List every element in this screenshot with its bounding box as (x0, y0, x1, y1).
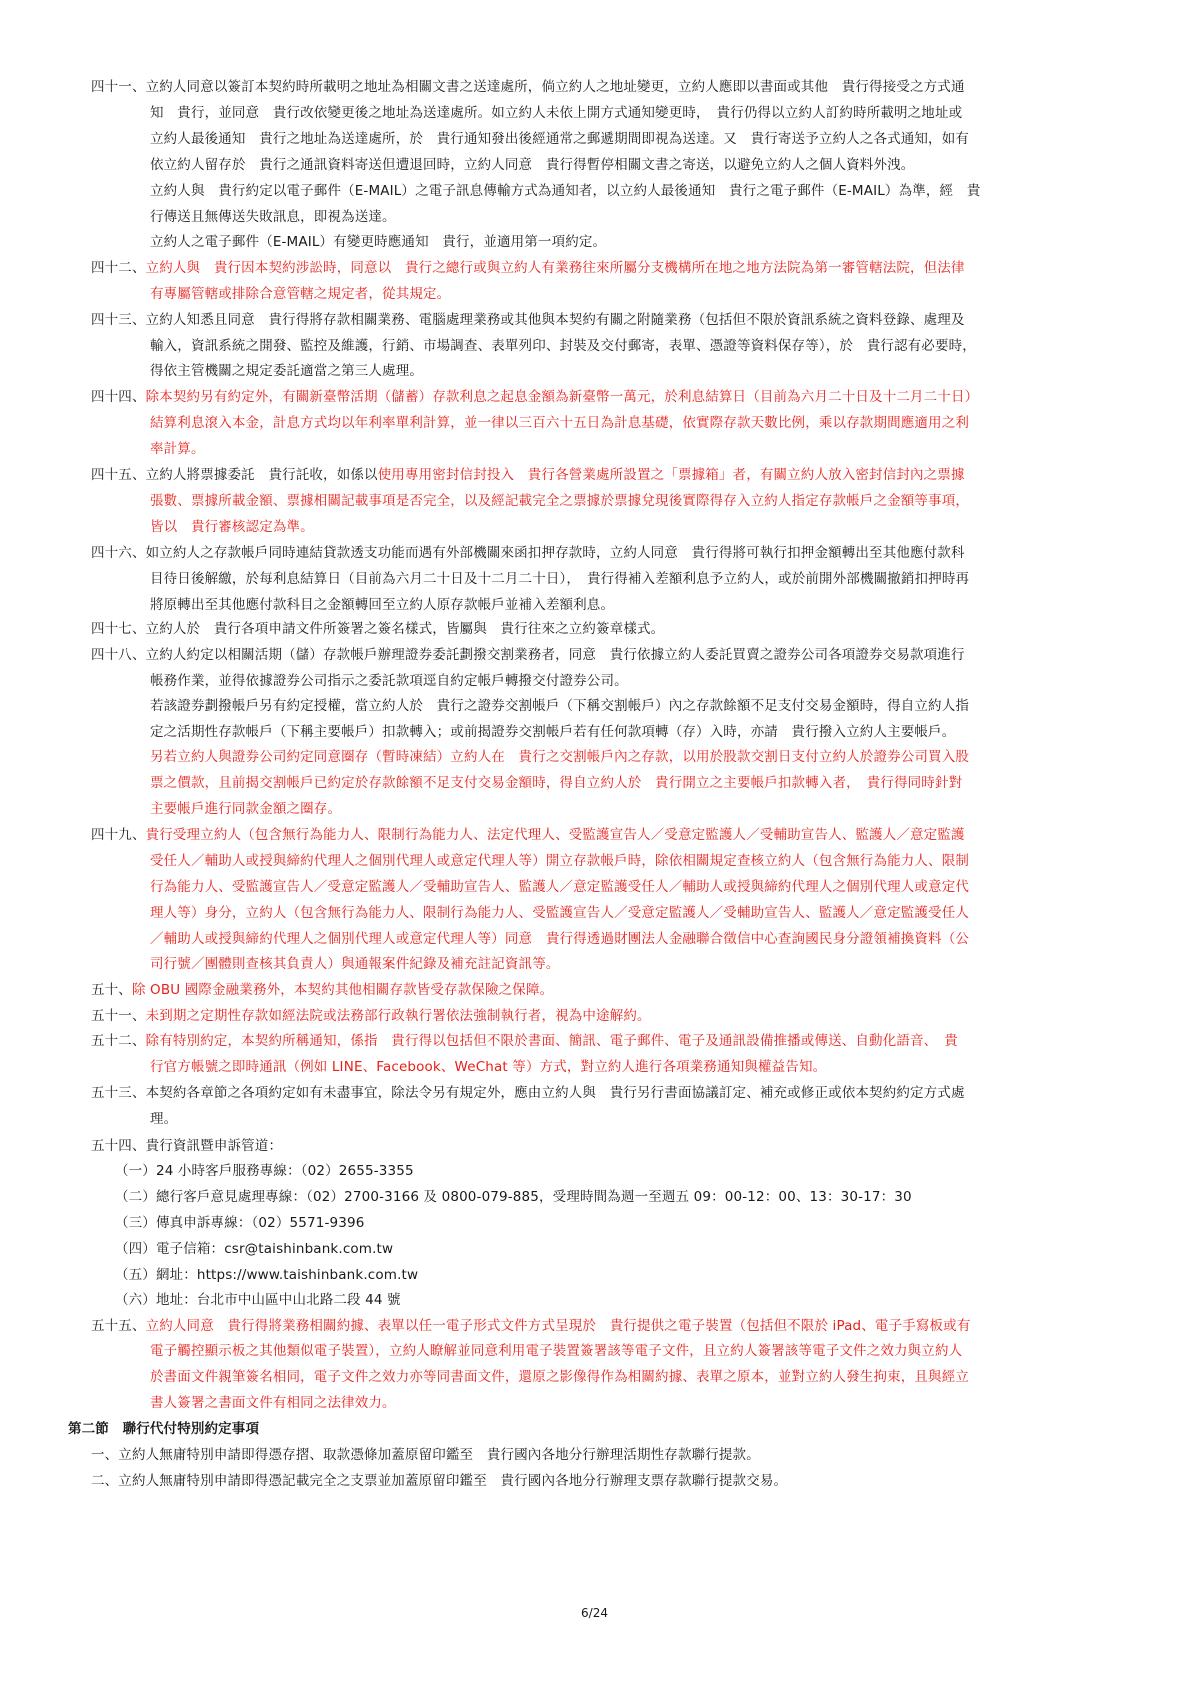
clause-55-line: 書人簽署之書面文件有相同之法律效力。 (150, 1395, 396, 1411)
contact-item: （二）總行客戶意見處理專線：（02）2700-3166 及 0800-079-885，受理時間為週一至週五 09：00-12：00、13：30-17：30 (115, 1189, 912, 1205)
contact-item: （四）電子信箱：csr@taishinbank.com.tw (115, 1241, 394, 1257)
clause-41-line: 立約人之電子郵件（E-MAIL）有變更時應通知 貴行，並適用第一項約定。 (150, 234, 607, 250)
clause-46-line: 目待日後解繳，於每利息結算日（目前為六月二十日及十二月二十日）， 貴行得補入差額利息予立約人，或於前開外部機關撤銷扣押時再 (150, 571, 970, 587)
clause-prefix: 五十二、 (91, 1033, 146, 1049)
clause-41-line: 立約人最後通知 貴行之地址為送達處所，於 貴行通知發出後經通常之郵遞期間即視為送達。又 貴行寄送予立約人之各式通知，如有 (150, 131, 969, 147)
clause-54: 五十四、貴行資訊暨申訴管道： (91, 1138, 283, 1154)
section-heading: 第二節 聯行代付特別約定事項 (68, 1421, 260, 1437)
clause-text: 除本契約另有約定外，有關新臺幣活期（儲蓄）存款利息之起息金額為新臺幣一萬元，於利息結算日（目前為六月二十日及十二月二十日） (145, 389, 979, 405)
clause-prefix: 四十四、 (91, 389, 146, 405)
clause-48: 四十八、立約人約定以相關活期（儲）存款帳戶辦理證券委託劃撥交割業務者，同意 貴行依據立約人委託買賣之證券公司各項證券交易款項進行 (91, 647, 965, 663)
clause-46-line: 將原轉出至其他應付款科目之金額轉回至立約人原存款帳戶並補入差額利息。 (150, 597, 615, 613)
clause-43-line: 輸入，資訊系統之開發、監控及維護，行銷、市場調查、表單列印、封裝及交付郵寄，表單、憑證等資料保存等），於 貴行認有必要時， (150, 338, 976, 354)
page-number: 6/24 (581, 1606, 608, 1620)
clause-43: 四十三、立約人知悉且同意 貴行得將存款相關業務、電腦處理業務或其他與本契約有關之附隨業務（包括但不限於資訊系統之資料登錄、處理及 (91, 312, 965, 328)
clause-prefix: 五十一、 (91, 1008, 146, 1024)
clause-52-line: 行官方帳號之即時通訊（例如 LINE、Facebook、WeChat 等）方式，對立約人進行各項業務通知與權益告知。 (150, 1059, 827, 1075)
contact-item: （一）24 小時客戶服務專線：（02）2655-3355 (115, 1163, 414, 1179)
section-item: 一、立約人無庸特別申請即得憑存摺、取款憑條加蓋原留印鑑至 貴行國內各地分行辦理活期性存款聯行提款。 (91, 1447, 760, 1463)
clause-44 (91, 388, 978, 407)
clause-44-line: 結算利息滾入本金，計息方式均以年利率單利計算，並一律以三百六十五日為計息基礎，依實際存款天數比例，乘以存款期間應適用之利 (150, 415, 969, 431)
clause-55-line: 於書面文件親筆簽名相同，電子文件之效力亦等同書面文件，還原之影像得作為相關約據、表單之原本，並對立約人發生拘束，且與經立 (150, 1369, 969, 1385)
clause-48-line: 帳務作業，並得依據證券公司指示之委託款項逕自約定帳戶轉撥交付證券公司。 (150, 673, 628, 689)
clause-48-line: 定之活期性存款帳戶（下稱主要帳戶）扣款轉入；或前揭證券交割帳戶若有任何款項轉（存）入時，亦請 貴行撥入立約人主要帳戶。 (150, 724, 956, 740)
contact-item: （三）傳真申訴專線：（02）5571-9396 (115, 1215, 365, 1231)
clause-48-line: 另若立約人與證券公司約定同意圈存（暫時凍結）立約人在 貴行之交割帳戶內之存款，以用於股款交割日支付立約人於證券公司買入股 (150, 749, 969, 765)
clause-42-line: 有專屬管轄或排除合意管轄之規定者，從其規定。 (150, 286, 451, 302)
clause-53: 五十三、本契約各章節之各項約定如有未盡事宜，除法令另有規定外，應由立約人與 貴行另行書面協議訂定、補充或修正或依本契約約定方式處 (91, 1085, 965, 1101)
clause-prefix: 五十五、 (91, 1318, 146, 1334)
clause-text: 使用專用密封信封投入 貴行各營業處所設置之「票據箱」者，有關立約人放入密封信封內之票據 (377, 467, 965, 483)
clause-48-line: 主要帳戶進行同款金額之圈存。 (150, 801, 342, 817)
clause-48-line: 票之價款，且前揭交割帳戶已約定於存款餘額不足支付交易金額時，得自立約人於 貴行開立之主要帳戶扣款轉入者， 貴行得同時針對 (150, 775, 963, 791)
clause-49 (91, 826, 965, 845)
clause-41-line: 知 貴行，並同意 貴行改依變更後之地址為送達處所。如立約人未依上開方式通知變更時， 貴行仍得以立約人訂約時所載明之地址或 (150, 105, 963, 121)
clause-41-line: 立約人與 貴行約定以電子郵件（E-MAIL）之電子訊息傳輸方式為通知者，以立約人最後通知 貴行之電子郵件（E-MAIL）為準，經 貴 (150, 183, 981, 199)
clause-47: 四十七、立約人於 貴行各項申請文件所簽署之簽名樣式，皆屬與 貴行往來之立約簽章樣式。 (91, 621, 665, 637)
clause-43-line: 得依主管機關之規定委託適當之第三人處理。 (150, 363, 423, 379)
clause-text: 立約人同意 貴行得將業務相關約據、表單以任一電子形式文件方式呈現於 貴行提供之電子裝置（包括但不限於 iPad、電子手寫板或有 (145, 1318, 971, 1334)
clause-50 (91, 981, 553, 1000)
clause-41: 四十一、立約人同意以簽訂本契約時所載明之地址為相關文書之送達處所，倘立約人之地址變更，立約人應即以書面或其他 貴行得接受之方式通 (91, 79, 965, 95)
clause-prefix: 五十、 (91, 982, 132, 998)
clause-49-line: 受任人／輔助人或授與締約代理人之個別代理人或意定代理人等）開立存款帳戶時，除依相關規定查核立約人（包含無行為能力人、限制 (150, 853, 969, 869)
contact-item: （六）地址：台北市中山區中山北路二段 44 號 (115, 1292, 401, 1308)
clause-prefix: 四十九、 (91, 827, 146, 843)
clause-prefix: 四十二、 (91, 260, 146, 276)
clause-51 (91, 1007, 651, 1026)
clause-text: 除 OBU 國際金融業務外，本契約其他相關存款皆受存款保險之保障。 (131, 982, 554, 998)
clause-text: 除有特別約定，本契約所稱通知，係指 貴行得以包括但不限於書面、簡訊、電子郵件、電子及通訊設備推播或傳送、自動化語音、 貴 (145, 1033, 958, 1049)
clause-text: 未到期之定期性存款如經法院或法務部行政執行署依法強制執行者，視為中途解約。 (145, 1008, 651, 1024)
clause-53-line: 理。 (150, 1111, 178, 1127)
clause-text: 立約人與 貴行因本契約涉訟時，同意以 貴行之總行或與立約人有業務往來所屬分支機構所在地之地方法院為第一審管轄法院，但法律 (145, 260, 965, 276)
clause-45-line: 張數、票據所載金額、票據相關記載事項是否完全，以及經記載完全之票據於票據兌現後實際得存入立約人指定存款帳戶之金額等事項， (150, 493, 969, 509)
clause-49-line: 司行號／團體則查核其負責人）與通報案件紀錄及補充註記資訊等。 (150, 956, 560, 972)
clause-44-line: 率計算。 (150, 441, 205, 457)
clause-text: 貴行受理立約人（包含無行為能力人、限制行為能力人、法定代理人、受監護宣告人／受意定監護人／受輔助宣告人、監護人／意定監護 (145, 827, 965, 843)
clause-42 (91, 259, 965, 278)
clause-45-line: 皆以 貴行審核認定為準。 (150, 519, 314, 535)
clause-46: 四十六、如立約人之存款帳戶同時連結貸款透支功能而遇有外部機關來函扣押存款時，立約人同意 貴行得將可執行扣押金額轉出至其他應付款科 (91, 545, 965, 561)
clause-41-line: 依立約人留存於 貴行之通訊資料寄送但遭退回時，立約人同意 貴行得暫停相關文書之寄送，以避免立約人之個人資料外洩。 (150, 157, 915, 173)
clause-49-line: ／輔助人或授與締約代理人之個別代理人或意定代理人等）同意 貴行得透過財團法人金融聯合徵信中心查詢國民身分證領補換資料（公 (150, 931, 969, 947)
clause-45 (91, 466, 965, 485)
contact-item: （五）網址：https://www.taishinbank.com.tw (115, 1267, 419, 1283)
clause-48-line: 若該證券劃撥帳戶另有約定授權，當立約人於 貴行之證券交割帳戶（下稱交割帳戶）內之存款餘額不足支付交易金額時，得自立約人指 (150, 698, 969, 714)
clause-prefix: 四十五、立約人將票據委託 貴行託收，如係以 (91, 467, 378, 483)
clause-49-line: 理人等）身分，立約人（包含無行為能力人、限制行為能力人、受監護宣告人／受意定監護人／受輔助宣告人、監護人／意定監護受任人 (150, 905, 969, 921)
section-item: 二、立約人無庸特別申請即得憑記載完全之支票並加蓋原留印鑑至 貴行國內各地分行辦理支票存款聯行提款交易。 (91, 1473, 788, 1489)
clause-52 (91, 1032, 958, 1051)
clause-41-line: 行傳送且無傳送失敗訊息，即視為送達。 (150, 209, 396, 225)
clause-55 (91, 1317, 970, 1336)
clause-55-line: 電子觸控顯示板之其他類似電子裝置），立約人瞭解並同意利用電子裝置簽署該等電子文件，且立約人簽署該等電子文件之效力與立約人 (150, 1343, 963, 1359)
clause-49-line: 行為能力人、受監護宣告人／受意定監護人／受輔助宣告人、監護人／意定監護受任人／輔助人或授與締約代理人之個別代理人或意定代 (150, 879, 969, 895)
